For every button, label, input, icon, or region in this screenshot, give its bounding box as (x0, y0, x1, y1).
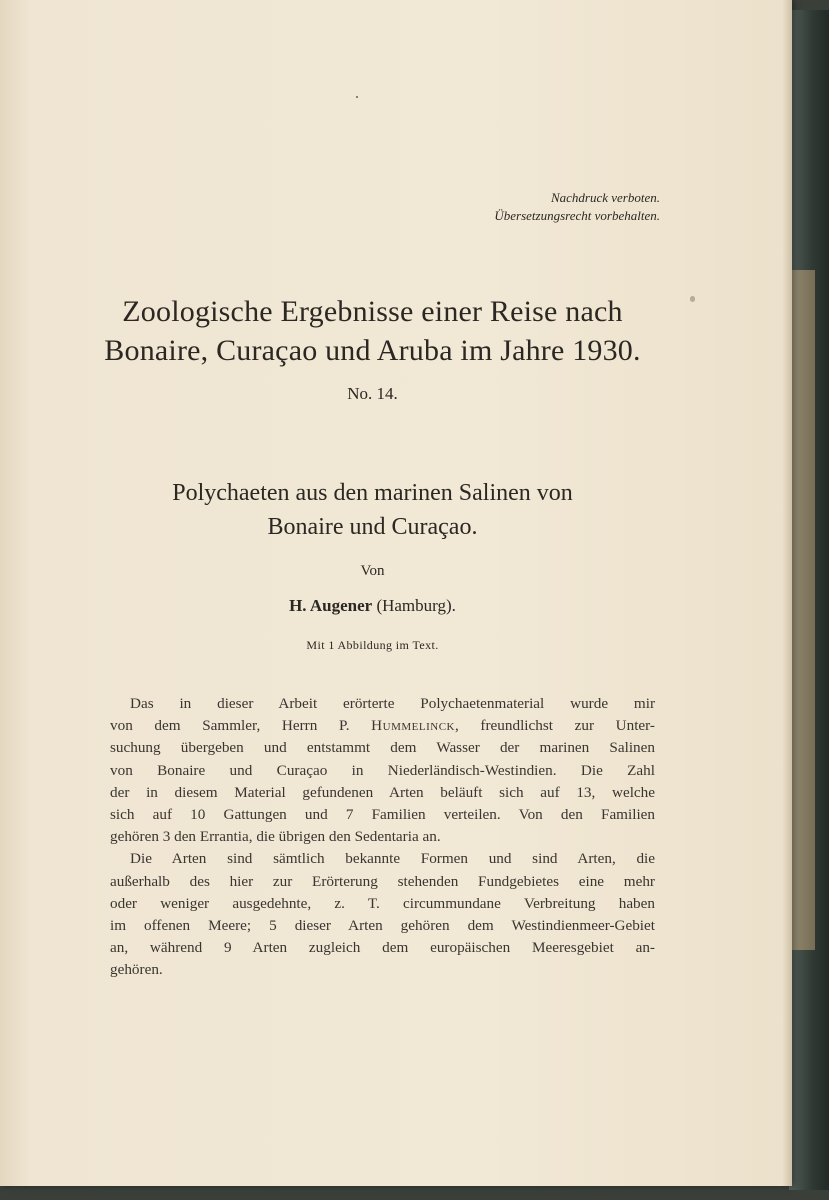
body-line: Die Arten sind sämtlich bekannte Formen und sind Arten, die (130, 850, 655, 868)
article-title (80, 476, 665, 544)
body-line: im offenen Meere; 5 dieser Arten gehören dem Westindienmeer-Gebiet (110, 917, 655, 935)
author-name: H. Augener (289, 596, 373, 615)
body-line: der in diesem Material gefundenen Arten beläuft sich auf 13, welche (110, 783, 655, 801)
body-line: sich auf 10 Gattungen und 7 Familien verteilen. Von den Familien (110, 806, 655, 824)
body-text-span: , freundlichst zur Unter- (454, 717, 655, 735)
body-line: gehören. (110, 961, 163, 979)
body-text-span: von dem Sammler, Herrn P. (110, 717, 372, 735)
paper-stain (690, 296, 695, 302)
notice-line-2: Übersetzungsrecht vorbehalten. (494, 208, 660, 223)
body-line: Das in dieser Arbeit erörterte Polychaetenmaterial wurde mir (130, 695, 655, 712)
body-line (110, 715, 655, 737)
body-line: außerhalb des hier zur Erörterung stehenden Fundgebietes eine mehr (110, 872, 655, 890)
page-title (80, 292, 665, 370)
page-edge-shadow (782, 0, 792, 1186)
body-line: oder weniger ausgedehnte, z. T. circummundane Verbreitung haben (110, 894, 655, 912)
subtitle-line-2: Bonaire und Curaçao. (267, 514, 478, 540)
body-text (110, 693, 655, 982)
collector-name: Hummelinck (371, 717, 455, 735)
title-line-2: Bonaire, Curaçao und Aruba im Jahre 1930. (104, 334, 641, 367)
author-location: (Hamburg). (376, 596, 456, 615)
title-line-1: Zoologische Ergebnisse einer Reise nach (122, 295, 623, 328)
notice-line-1: Nachdruck verboten. (550, 190, 660, 205)
figure-note: Mit 1 Abbildung im Text. (306, 638, 439, 652)
byline-von: Von (360, 563, 385, 579)
subtitle-line-1: Polychaeten aus den marinen Salinen von (172, 480, 573, 506)
ink-speck (356, 96, 358, 98)
author-byline (80, 596, 665, 616)
body-line: suchung übergeben und entstammt dem Wasser der marinen Salinen (110, 739, 655, 757)
body-line: an, während 9 Arten zugleich dem europäischen Meeresgebiet an- (110, 939, 655, 957)
spine-tear (789, 270, 815, 950)
series-number: No. 14. (347, 384, 398, 403)
body-line: gehören 3 den Errantia, die übrigen den Sedentaria an. (110, 828, 441, 846)
body-line: von Bonaire und Curaçao in Niederländisch-Westindien. Die Zahl (110, 761, 655, 779)
copyright-notice (420, 189, 660, 225)
